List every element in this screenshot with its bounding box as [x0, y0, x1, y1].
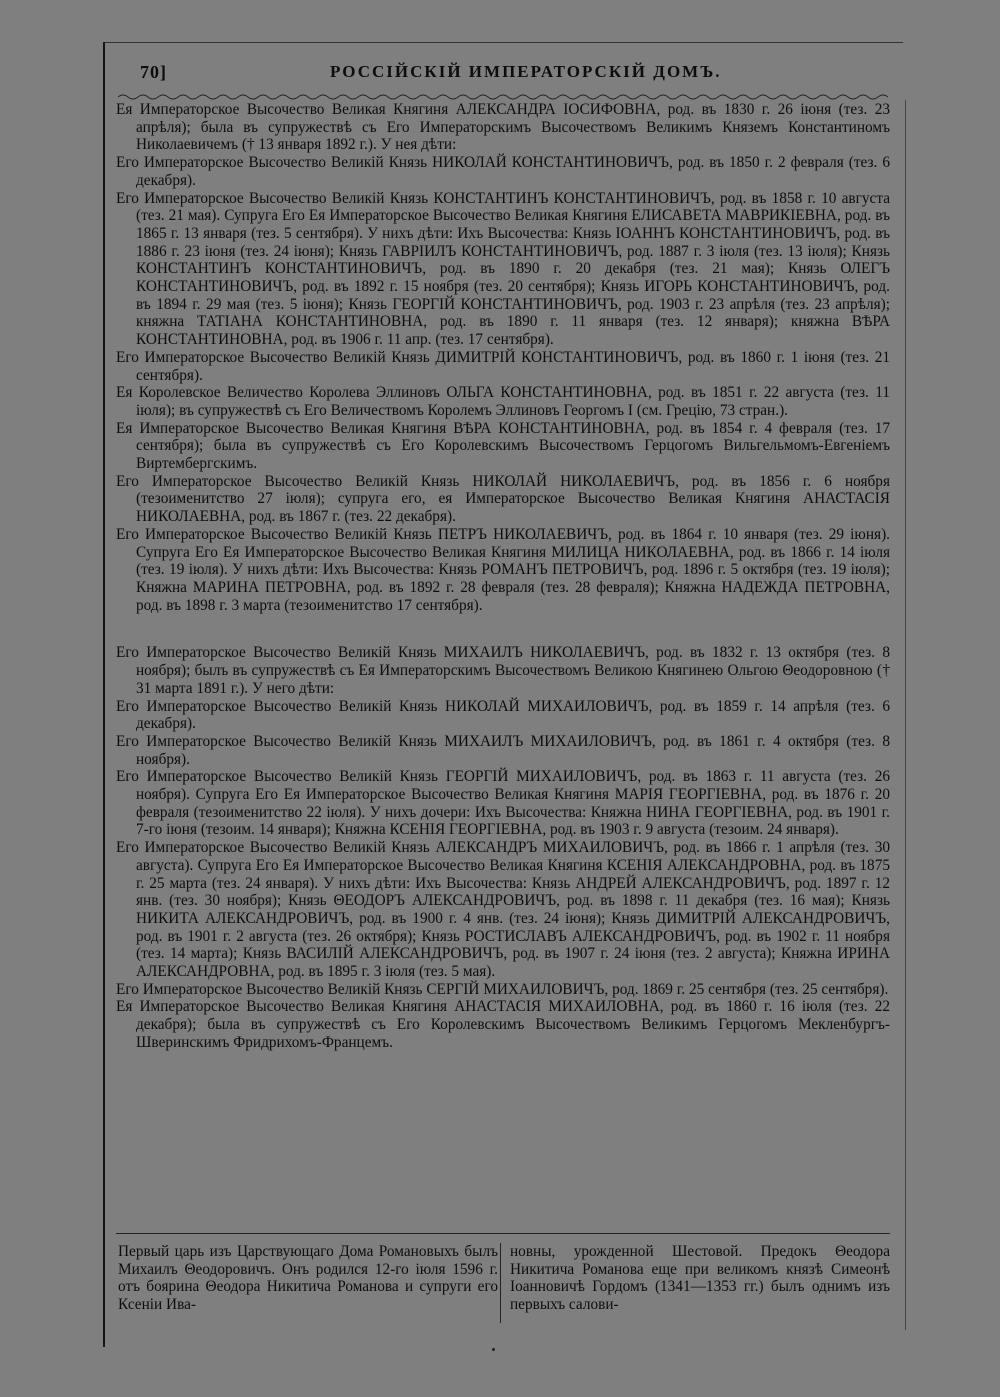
genealogy-body — [116, 101, 890, 1052]
footnote-rule — [116, 1233, 890, 1234]
entry-dimitri-konstantinovich: Его Императорское Высочество Великій Князь ДИМИТРІЙ КОНСТАНТИНОВИЧЪ, род. въ 1860 г. 1 іюня (тез. 21 сентября). — [116, 348, 890, 384]
print-speck — [492, 1348, 495, 1351]
entry-sergei-mikhailovich: Его Императорское Высочество Великій Князь СЕРГІЙ МИХАИЛОВИЧЪ, род. 1869 г. 25 сентября (тез. 25 сентября). — [116, 980, 889, 998]
footnote-right-column: новны, урожденной Шестовой. Предокъ Θеодора Никитича Романова еще при великомъ князѣ Симеонѣ Іоанновичѣ Гордомъ (1341—1353 гг.) былъ однимъ изъ первыхъ салови- — [510, 1243, 890, 1314]
entry-konstantin-konstantinovich: Его Императорское Высочество Великій Князь КОНСТАНТИНЪ КОНСТАНТИНОВИЧЪ, род. въ 1858 г. 10 августа (тез. 21 мая). Супруга Его Ея Императорское Высочество Великая Княгиня ЕЛИСАВЕТА МАВРИКІЕВНА, род. въ 1865 г. 13 января (тез. 5 сентября). У нихъ дѣти: Ихъ Высочества: Князь ІОАННЪ КОНСТАНТИНОВИЧЪ, род. въ 1886 г. 23 іюня (тез. 24 іюня); Князь ГАВРІИЛЪ КОНСТАНТИНОВИЧЪ, род. 1887 г. 3 іюля (тез. 13 іюля); Князь КОНСТАНТИНЪ КОНСТАНТИНОВИЧЪ, род. въ 1890 г. 20 декабря (тез. 21 мая); Князь ОЛЕГЪ КОНСТАНТИНОВИЧЪ, род. въ 1892 г. 15 ноября (тез. 20 сентября); Князь ИГОРЬ КОНСТАНТИНОВИЧЪ, род. въ 1894 г. 29 мая (тез. 5 іюня); Князь ГЕОРГІЙ КОНСТАНТИНОВИЧЪ, род. 1903 г. 23 апрѣля (тез. 23 апрѣля); княжна ТАТІАНА КОНСТАНТИНОВНА, род. въ 1890 г. 11 января (тез. 12 января); княжна ВѢРА КОНСТАНТИНОВНА, род. въ 1906 г. 11 апр. (тез. 17 сентября). — [116, 189, 890, 349]
entry-nikolai-konstantinovich: Его Императорское Высочество Великій Князь НИКОЛАЙ КОНСТАНТИНОВИЧЪ, род. въ 1850 г. 2 февраля (тез. 6 декабря). — [116, 154, 890, 189]
entry-petr-nikolaevich: Его Императорское Высочество Великій Князь ПЕТРЪ НИКОЛАЕВИЧЪ, род. въ 1864 г. 10 января (тез. 29 іюня). Супруга Его Ея Императорское Высочество Великая Княгиня МИЛИЦА НИКОЛАЕВНА, род. въ 1866 г. 14 іюля (тез. 19 іюля). У нихъ дѣти: Ихъ Высочества: Князь РОМАНЪ ПЕТРОВИЧЪ, род. 1896 г. 5 октября (тез. 19 іюля); Княжна МАРИНА ПЕТРОВНА, род. въ 1892 г. 28 февраля (тез. 28 февраля); Княжна НАДЕЖДА ПЕТРОВНА, род. въ 1898 г. 3 марта (тезоименитство 17 сентября). — [116, 525, 890, 614]
footnote-column-divider — [500, 1243, 501, 1323]
entry-alexander-mikhailovich: Его Императорское Высочество Великій Князь АЛЕКСАНДРЪ МИХАИЛОВИЧЪ, род. въ 1866 г. 1 апрѣля (тез. 30 августа). Супруга Его Ея Императорское Высочество Великая Княгиня КСЕНІЯ АЛЕКСАНДРОВНА, род. въ 1875 г. 25 марта (тез. 24 января). У нихъ дѣти: Ихъ Высочества: Князь АНДРЕЙ АЛЕКСАНДРОВИЧЪ, род. 1897 г. 12 янв. (тез. 30 ноября); Князь ΘЕОДОРЪ АЛЕКСАНДРОВИЧЪ, род. въ 1898 г. 11 декабря (тез. 16 мая); Князь НИКИТА АЛЕКСАНДРОВИЧЪ, род. въ 1900 г. 4 янв. (тез. 24 іюня); Князь ДИМИТРІЙ АЛЕКСАНДРОВИЧЪ, род. въ 1901 г. 2 августа (тез. 26 октября); Князь РОСТИСЛАВЪ АЛЕКСАНДРОВИЧЪ, род. въ 1902 г. 11 ноября (тез. 14 марта); Князь ВАСИЛІЙ АЛЕКСАНДРОВИЧЪ, род. въ 1907 г. 24 іюня (тез. 2 августа); Княжна ИРИНА АЛЕКСАНДРОВНА, род. въ 1895 г. 3 іюля (тез. 5 мая). — [116, 839, 890, 981]
page-frame-top — [103, 42, 903, 43]
footnote-left-column: Первый царь изъ Царствующаго Дома Романовыхъ былъ Михаилъ Θеодоровичъ. Онъ родился 12-го іюля 1596 г. отъ боярина Θеодора Никитича Романова и супруги его Ксеніи Ива- — [118, 1243, 498, 1314]
running-title: РОССІЙСКІЙ ИМПЕРАТОРСКІЙ ДОМЪ. — [330, 62, 722, 81]
page-frame-right — [905, 100, 906, 1330]
entry-olga-konstantinovna: Ея Королевское Величество Королева Эллиновъ ОЛЬГА КОНСТАНТИНОВНА, род. въ 1851 г. 22 августа (тез. 11 іюля); въ супружествѣ съ Его Величествомъ Королемъ Эллиновъ Георгомъ I (см. Грецію, 73 стран.). — [116, 384, 890, 419]
wavy-rule — [118, 93, 893, 101]
entry-nikolai-nikolaevich: Его Императорское Высочество Великій Князь НИКОЛАЙ НИКОЛАЕВИЧЪ, род. въ 1856 г. 6 ноября (тезоименитство 27 іюля); супруга его, ея Императорское Высочество Великая Княгиня АНАСТАСІЯ НИКОЛАЕВНА, род. въ 1867 г. (тез. 22 декабря). — [116, 472, 890, 526]
entry-alexandra-iosifovna: Ея Императорское Высочество Великая Княгиня АЛЕКСАНДРА ІОСИФОВНА, род. въ 1830 г. 26 іюня (тез. 23 апрѣля); была въ супружествѣ съ Его Императорскимъ Высочествомъ Великимъ Княземъ Константиномъ Николаевичемъ († 13 января 1892 г.). У нея дѣти: — [116, 101, 890, 154]
entry-vera-konstantinovna: Ея Императорское Высочество Великая Княгиня ВѢРА КОНСТАНТИНОВНА, род. въ 1854 г. 4 февраля (тез. 17 сентября); была въ супружествѣ съ Его Королевскимъ Высочествомъ Герцогомъ Вильгельмомъ-Евгеніемъ Виртембергскимъ. — [116, 419, 890, 473]
page-frame-left — [103, 42, 105, 1347]
section-gap — [116, 614, 890, 644]
page-header — [140, 62, 890, 88]
entry-nikolai-mikhailovich: Его Императорское Высочество Великій Князь НИКОЛАЙ МИХАИЛОВИЧЪ, род. въ 1859 г. 14 апрѣля (тез. 6 декабря). — [116, 697, 890, 733]
entry-mikhail-mikhailovich: Его Императорское Высочество Великій Князь МИХАИЛЪ МИХАИЛОВИЧЪ, род. въ 1861 г. 4 октября (тез. 8 ноября). — [116, 732, 890, 768]
page-number: 70] — [140, 62, 167, 82]
entry-anastasia-mikhailovna: Ея Императорское Высочество Великая Княгиня АНАСТАСІЯ МИХАИЛОВНА, род. въ 1860 г. 16 іюля (тез. 22 декабря); была въ супружествѣ съ Его Королевскимъ Высочествомъ Великимъ Герцогомъ Мекленбургъ-Шверинскимъ Фридрихомъ-Францемъ. — [116, 998, 890, 1051]
entry-georgi-mikhailovich: Его Императорское Высочество Великій Князь ГЕОРГІЙ МИХАИЛОВИЧЪ, род. въ 1863 г. 11 августа (тез. 26 ноября). Супруга Его Ея Императорское Высочество Великая Княгиня МАРІЯ ГЕОРГІЕВНА, род. въ 1876 г. 20 февраля (тезоименитство 22 іюля). У нихъ дочери: Ихъ Высочества: Княжна НИНА ГЕОРГІЕВНА, род. въ 1901 г. 7-го іюня (тезоим. 14 января); Княжна КСЕНІЯ ГЕОРГІЕВНА, род. въ 1903 г. 9 августа (тезоим. 24 января). — [116, 768, 890, 839]
entry-mikhail-nikolaevich: Его Императорское Высочество Великій Князь МИХАИЛЪ НИКОЛАЕВИЧЪ, род. въ 1832 г. 13 октября (тез. 8 ноября); былъ въ супружествѣ съ Ея Императорскимъ Высочествомъ Великою Княгинею Ольгою Θеодоровною († 31 марта 1891 г.). У него дѣти: — [116, 644, 890, 697]
